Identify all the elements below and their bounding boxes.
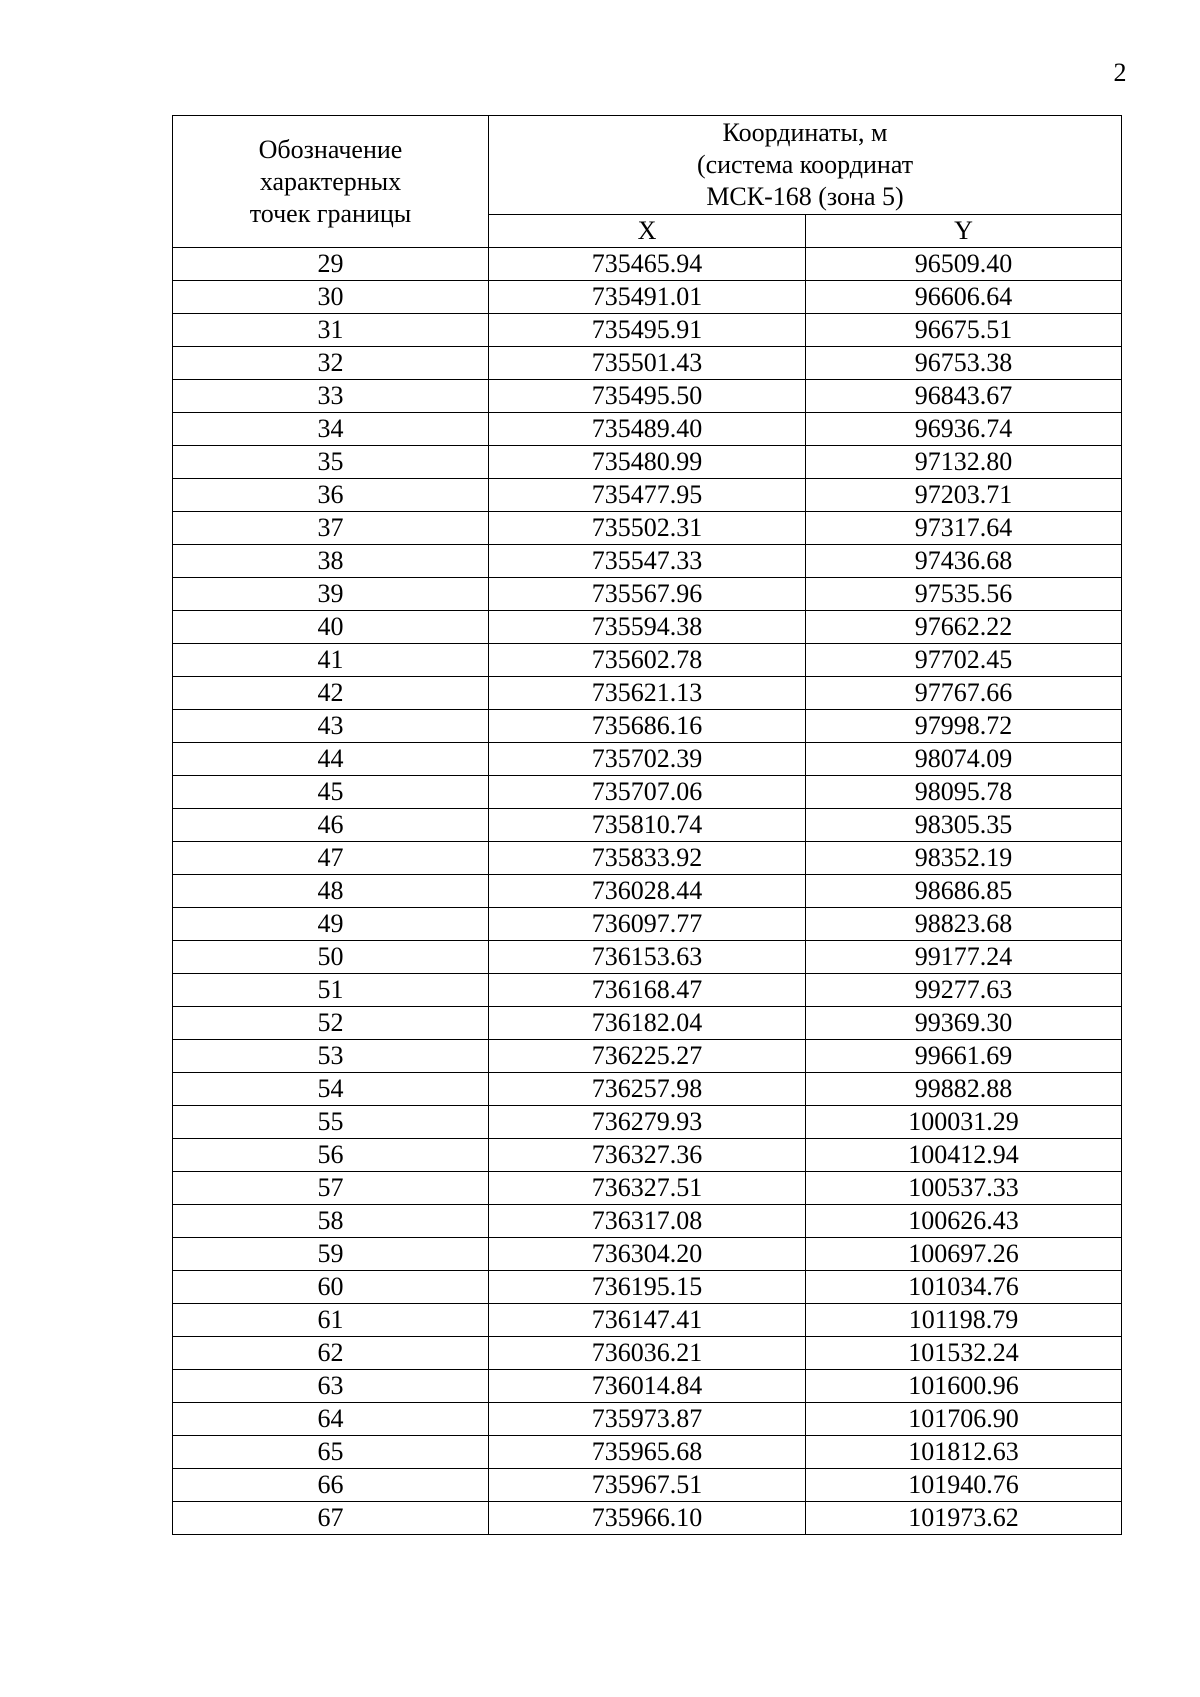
point-id-cell: 33 <box>173 380 489 413</box>
point-id-cell: 62 <box>173 1337 489 1370</box>
y-coordinate-cell: 96675.51 <box>806 314 1122 347</box>
y-coordinate-cell: 96509.40 <box>806 248 1122 281</box>
table-row <box>173 1337 1122 1370</box>
point-id-cell: 65 <box>173 1436 489 1469</box>
x-coordinate-cell: 735621.13 <box>489 677 806 710</box>
point-id-cell: 56 <box>173 1139 489 1172</box>
point-id-cell: 49 <box>173 908 489 941</box>
x-coordinate-cell: 735594.38 <box>489 611 806 644</box>
header-right-line: (система координат <box>696 150 914 179</box>
x-coordinate-cell: 736317.08 <box>489 1205 806 1238</box>
x-coordinate-cell: 736014.84 <box>489 1370 806 1403</box>
y-coordinate-cell: 97535.56 <box>806 578 1122 611</box>
header-y: Y <box>806 215 1122 248</box>
y-coordinate-cell: 96843.67 <box>806 380 1122 413</box>
y-coordinate-cell: 98686.85 <box>806 875 1122 908</box>
x-coordinate-cell: 735702.39 <box>489 743 806 776</box>
point-id-cell: 54 <box>173 1073 489 1106</box>
table-row <box>173 1502 1122 1535</box>
table-row <box>173 413 1122 446</box>
coordinates-table <box>172 115 1122 1535</box>
y-coordinate-cell: 96753.38 <box>806 347 1122 380</box>
y-coordinate-cell: 97662.22 <box>806 611 1122 644</box>
point-id-cell: 29 <box>173 248 489 281</box>
table-row <box>173 1238 1122 1271</box>
point-id-cell: 45 <box>173 776 489 809</box>
point-id-cell: 36 <box>173 479 489 512</box>
table-row <box>173 875 1122 908</box>
point-id-cell: 67 <box>173 1502 489 1535</box>
table-row <box>173 1139 1122 1172</box>
point-id-cell: 52 <box>173 1007 489 1040</box>
point-id-cell: 53 <box>173 1040 489 1073</box>
point-id-cell: 60 <box>173 1271 489 1304</box>
x-coordinate-cell: 735707.06 <box>489 776 806 809</box>
header-right-line: МСК-168 (зона 5) <box>706 182 904 211</box>
page-number: 2 <box>1113 58 1127 87</box>
table-row <box>173 281 1122 314</box>
x-coordinate-cell: 735810.74 <box>489 809 806 842</box>
table-row <box>173 710 1122 743</box>
x-coordinate-cell: 736327.36 <box>489 1139 806 1172</box>
table-row <box>173 1403 1122 1436</box>
y-coordinate-cell: 100626.43 <box>806 1205 1122 1238</box>
x-coordinate-cell: 735495.50 <box>489 380 806 413</box>
x-coordinate-cell: 736225.27 <box>489 1040 806 1073</box>
point-id-cell: 34 <box>173 413 489 446</box>
point-id-cell: 44 <box>173 743 489 776</box>
y-coordinate-cell: 98823.68 <box>806 908 1122 941</box>
table-row <box>173 1469 1122 1502</box>
point-id-cell: 32 <box>173 347 489 380</box>
table-row <box>173 1007 1122 1040</box>
y-coordinate-cell: 101706.90 <box>806 1403 1122 1436</box>
y-coordinate-cell: 101198.79 <box>806 1304 1122 1337</box>
point-id-cell: 59 <box>173 1238 489 1271</box>
table-row <box>173 1436 1122 1469</box>
y-coordinate-cell: 97767.66 <box>806 677 1122 710</box>
point-id-cell: 43 <box>173 710 489 743</box>
table-row <box>173 1205 1122 1238</box>
x-coordinate-cell: 735547.33 <box>489 545 806 578</box>
point-id-cell: 37 <box>173 512 489 545</box>
point-id-cell: 42 <box>173 677 489 710</box>
point-id-cell: 61 <box>173 1304 489 1337</box>
y-coordinate-cell: 101940.76 <box>806 1469 1122 1502</box>
point-id-cell: 64 <box>173 1403 489 1436</box>
table-row <box>173 347 1122 380</box>
point-id-cell: 47 <box>173 842 489 875</box>
x-coordinate-cell: 735501.43 <box>489 347 806 380</box>
y-coordinate-cell: 101532.24 <box>806 1337 1122 1370</box>
header-x: X <box>489 215 806 248</box>
y-coordinate-cell: 100412.94 <box>806 1139 1122 1172</box>
x-coordinate-cell: 735602.78 <box>489 644 806 677</box>
y-coordinate-cell: 99661.69 <box>806 1040 1122 1073</box>
y-coordinate-cell: 99369.30 <box>806 1007 1122 1040</box>
table-body <box>173 248 1122 1535</box>
x-coordinate-cell: 735495.91 <box>489 314 806 347</box>
table-row <box>173 611 1122 644</box>
x-coordinate-cell: 736327.51 <box>489 1172 806 1205</box>
y-coordinate-cell: 97203.71 <box>806 479 1122 512</box>
header-point-designation <box>173 116 489 248</box>
x-coordinate-cell: 735833.92 <box>489 842 806 875</box>
x-coordinate-cell: 735491.01 <box>489 281 806 314</box>
x-coordinate-cell: 736036.21 <box>489 1337 806 1370</box>
y-coordinate-cell: 101973.62 <box>806 1502 1122 1535</box>
point-id-cell: 58 <box>173 1205 489 1238</box>
x-coordinate-cell: 736304.20 <box>489 1238 806 1271</box>
point-id-cell: 30 <box>173 281 489 314</box>
table-row <box>173 974 1122 1007</box>
x-coordinate-cell: 735465.94 <box>489 248 806 281</box>
y-coordinate-cell: 96606.64 <box>806 281 1122 314</box>
header-left-line: Обозначение <box>258 134 403 164</box>
table-row <box>173 644 1122 677</box>
x-coordinate-cell: 735480.99 <box>489 446 806 479</box>
point-id-cell: 31 <box>173 314 489 347</box>
y-coordinate-cell: 101034.76 <box>806 1271 1122 1304</box>
x-coordinate-cell: 736182.04 <box>489 1007 806 1040</box>
y-coordinate-cell: 101812.63 <box>806 1436 1122 1469</box>
y-coordinate-cell: 97132.80 <box>806 446 1122 479</box>
x-coordinate-cell: 736257.98 <box>489 1073 806 1106</box>
table-row <box>173 545 1122 578</box>
y-coordinate-cell: 97436.68 <box>806 545 1122 578</box>
x-coordinate-cell: 736028.44 <box>489 875 806 908</box>
table-row <box>173 512 1122 545</box>
y-coordinate-cell: 101600.96 <box>806 1370 1122 1403</box>
x-coordinate-cell: 735502.31 <box>489 512 806 545</box>
x-coordinate-cell: 736168.47 <box>489 974 806 1007</box>
point-id-cell: 46 <box>173 809 489 842</box>
table-row <box>173 1172 1122 1205</box>
table-row <box>173 248 1122 281</box>
y-coordinate-cell: 100697.26 <box>806 1238 1122 1271</box>
y-coordinate-cell: 98095.78 <box>806 776 1122 809</box>
x-coordinate-cell: 736097.77 <box>489 908 806 941</box>
header-coordinates <box>489 116 1122 215</box>
y-coordinate-cell: 100031.29 <box>806 1106 1122 1139</box>
y-coordinate-cell: 99277.63 <box>806 974 1122 1007</box>
table-row <box>173 842 1122 875</box>
point-id-cell: 38 <box>173 545 489 578</box>
table-row <box>173 677 1122 710</box>
table-row <box>173 743 1122 776</box>
x-coordinate-cell: 735965.68 <box>489 1436 806 1469</box>
table-row <box>173 578 1122 611</box>
y-coordinate-cell: 100537.33 <box>806 1172 1122 1205</box>
table-row <box>173 446 1122 479</box>
x-coordinate-cell: 735967.51 <box>489 1469 806 1502</box>
table-row <box>173 1271 1122 1304</box>
point-id-cell: 50 <box>173 941 489 974</box>
x-coordinate-cell: 736195.15 <box>489 1271 806 1304</box>
table-row <box>173 1370 1122 1403</box>
y-coordinate-cell: 98352.19 <box>806 842 1122 875</box>
point-id-cell: 51 <box>173 974 489 1007</box>
point-id-cell: 40 <box>173 611 489 644</box>
x-coordinate-cell: 735477.95 <box>489 479 806 512</box>
point-id-cell: 39 <box>173 578 489 611</box>
table-row <box>173 380 1122 413</box>
y-coordinate-cell: 96936.74 <box>806 413 1122 446</box>
table-row <box>173 314 1122 347</box>
y-coordinate-cell: 98074.09 <box>806 743 1122 776</box>
point-id-cell: 55 <box>173 1106 489 1139</box>
table-row <box>173 776 1122 809</box>
table-row <box>173 1106 1122 1139</box>
x-coordinate-cell: 735686.16 <box>489 710 806 743</box>
table-row <box>173 809 1122 842</box>
y-coordinate-cell: 97317.64 <box>806 512 1122 545</box>
x-coordinate-cell: 735489.40 <box>489 413 806 446</box>
point-id-cell: 57 <box>173 1172 489 1205</box>
y-coordinate-cell: 99882.88 <box>806 1073 1122 1106</box>
header-left-line: характерных <box>259 166 402 196</box>
table-row <box>173 941 1122 974</box>
point-id-cell: 63 <box>173 1370 489 1403</box>
y-coordinate-cell: 98305.35 <box>806 809 1122 842</box>
x-coordinate-cell: 736279.93 <box>489 1106 806 1139</box>
point-id-cell: 35 <box>173 446 489 479</box>
x-coordinate-cell: 736147.41 <box>489 1304 806 1337</box>
point-id-cell: 48 <box>173 875 489 908</box>
x-coordinate-cell: 736153.63 <box>489 941 806 974</box>
x-coordinate-cell: 735966.10 <box>489 1502 806 1535</box>
x-coordinate-cell: 735973.87 <box>489 1403 806 1436</box>
table-row <box>173 1304 1122 1337</box>
header-right-line: Координаты, м <box>722 118 888 147</box>
table-row <box>173 908 1122 941</box>
table-row <box>173 1073 1122 1106</box>
point-id-cell: 66 <box>173 1469 489 1502</box>
x-coordinate-cell: 735567.96 <box>489 578 806 611</box>
table-row <box>173 1040 1122 1073</box>
y-coordinate-cell: 99177.24 <box>806 941 1122 974</box>
point-id-cell: 41 <box>173 644 489 677</box>
table-row <box>173 479 1122 512</box>
y-coordinate-cell: 97998.72 <box>806 710 1122 743</box>
y-coordinate-cell: 97702.45 <box>806 644 1122 677</box>
header-left-line: точек границы <box>249 198 412 228</box>
